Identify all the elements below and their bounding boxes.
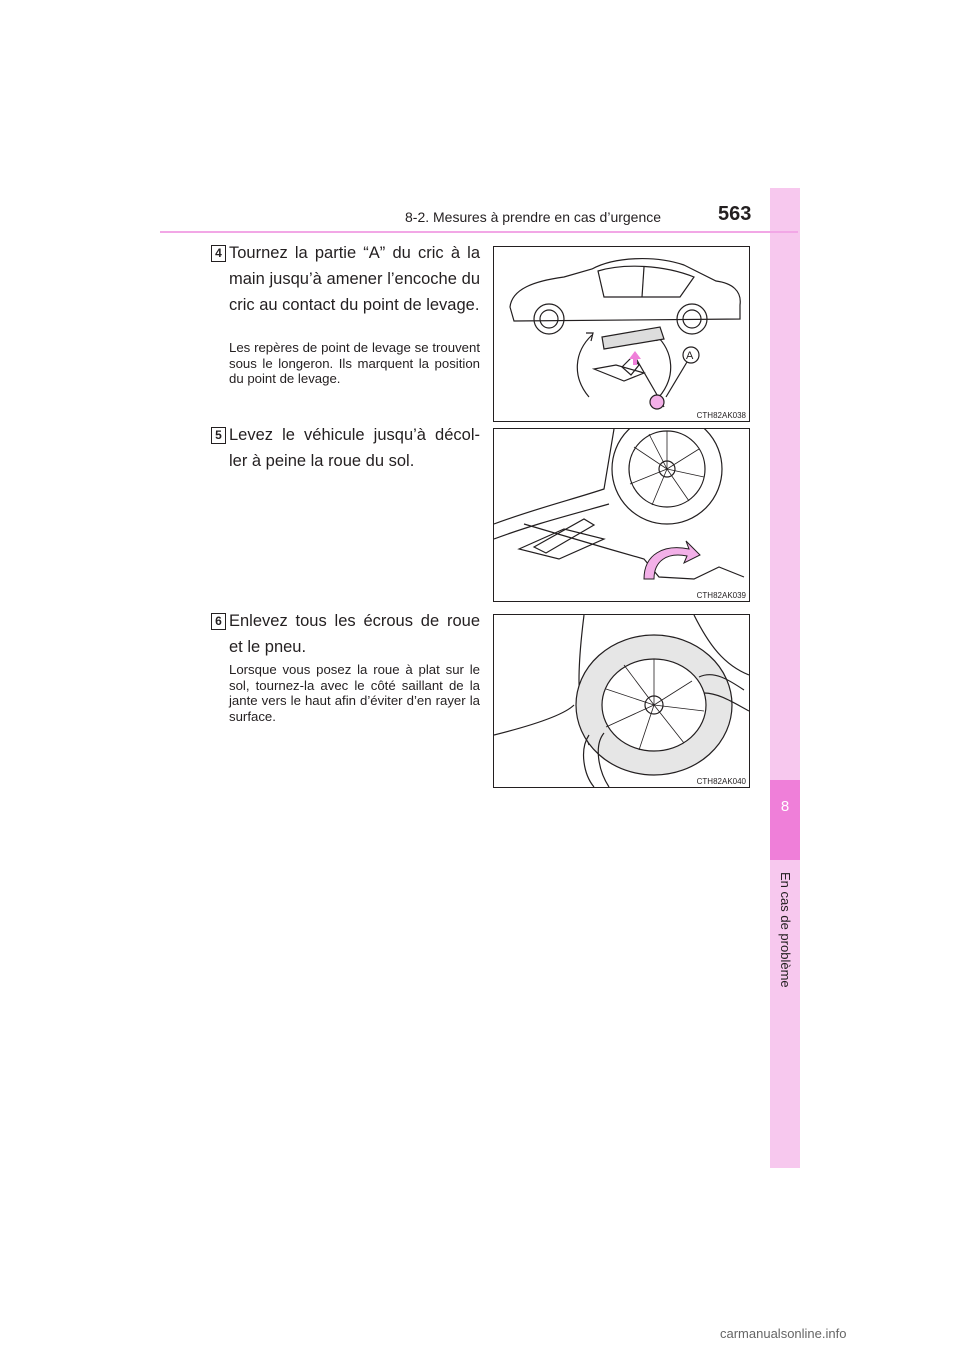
watermark: carmanualsonline.info [720, 1326, 847, 1341]
step-number-4: 4 [211, 245, 226, 262]
step-number-6: 6 [211, 613, 226, 630]
step-number-5: 5 [211, 427, 226, 444]
step-4-text: Tournez la partie “A” du cric à la main jusqu’à amener l’encoche du cric au contact du point de levage. [229, 244, 480, 314]
section-title: 8-2. Mesures à prendre en cas d’urgence [405, 209, 662, 225]
chapter-title: En cas de problème [778, 872, 793, 988]
figure-code: CTH82AK038 [696, 411, 746, 420]
page-number: 563 [718, 203, 752, 225]
step-4-note: Les repères de point de levage se trouvent sous le longeron. Ils marquent la position du point de levage. [229, 340, 480, 386]
step-5-text: Levez le véhicule jusqu’à décol-ler à peine la roue du sol. [229, 426, 480, 470]
figure-code: CTH82AK039 [696, 591, 746, 600]
figure-code: CTH82AK040 [696, 777, 746, 786]
chapter-number: 8 [780, 798, 790, 815]
figure-remove-wheel [493, 614, 750, 788]
step-6-note: Lorsque vous posez la roue à plat sur le sol, tournez-la avec le côté saillant de la jante vers le haut afin d’éviter d’en rayer la surface. [229, 662, 480, 724]
figure-jack-lift-point [493, 246, 750, 422]
figure-raise-vehicle [493, 428, 750, 602]
callout-a-label: A [686, 350, 694, 362]
chapter-marker [770, 780, 800, 860]
step-6-text: Enlevez tous les écrous de roue et le pneu. [229, 612, 480, 656]
header-rule [160, 231, 798, 233]
